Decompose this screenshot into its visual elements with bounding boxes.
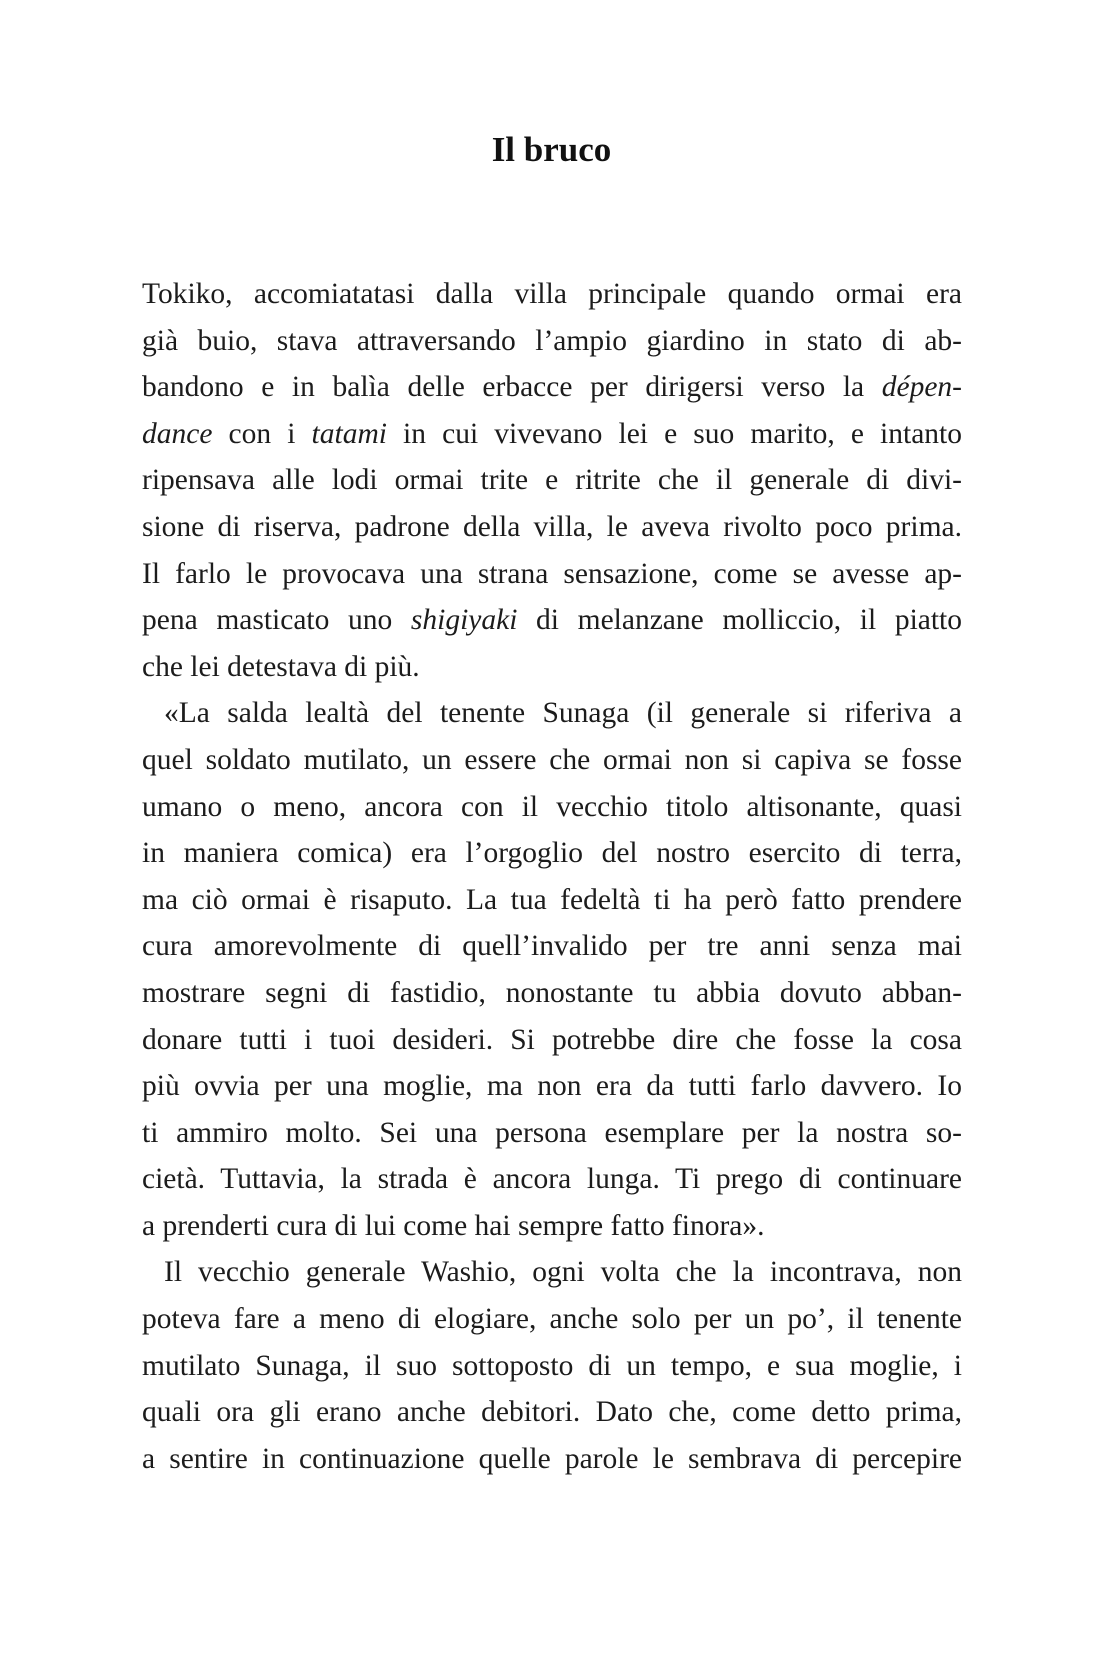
text-line: donare tutti i tuoi desideri. Si potrebbe dire che fosse la cosa (142, 1023, 962, 1056)
text-line: ma ciò ormai è risaputo. La tua fedeltà ti ha però fatto prendere (142, 883, 962, 916)
text-line: pena masticato uno shigiyaki di melanzane molliccio, il piatto (142, 604, 962, 637)
text-line: bandono e in balìa delle erbacce per dirigersi verso la dépen- (142, 371, 962, 404)
text-line: dance con i tatami in cui vivevano lei e suo marito, e intanto (142, 417, 962, 450)
text-line: Il vecchio generale Washio, ogni volta che la incontrava, non (164, 1256, 962, 1289)
text-line: Tokiko, accomiatatasi dalla villa principale quando ormai era (142, 278, 962, 310)
body-text (142, 271, 962, 1482)
text-line: quel soldato mutilato, un essere che ormai non si capiva se fosse (142, 743, 962, 776)
text-line: mutilato Sunaga, il suo sottoposto di un tempo, e sua moglie, i (142, 1349, 962, 1382)
text-line: sione di riserva, padrone della villa, le aveva rivolto poco prima. (142, 510, 962, 543)
text-line: mostrare segni di fastidio, nonostante tu abbia dovuto abban- (142, 976, 962, 1009)
text-line: ti ammiro molto. Sei una persona esemplare per la nostra so- (142, 1116, 962, 1149)
text-line: quali ora gli erano anche debitori. Dato che, come detto prima, (142, 1396, 962, 1429)
text-line: cietà. Tuttavia, la strada è ancora lunga. Ti prego di continuare (142, 1163, 962, 1196)
text-line: ripensava alle lodi ormai trite e ritrite che il generale di divi- (142, 464, 962, 497)
text-line: che lei detestava di più. (142, 650, 420, 683)
text-line: poteva fare a meno di elogiare, anche solo per un po’, il tenente (142, 1303, 962, 1336)
text-line: a prenderti cura di lui come hai sempre fatto finora». (142, 1209, 765, 1242)
text-line: umano o meno, ancora con il vecchio titolo altisonante, quasi (142, 790, 962, 823)
text-line: già buio, stava attraversando l’ampio giardino in stato di ab- (142, 324, 962, 357)
text-line: cura amorevolmente di quell’invalido per tre anni senza mai (142, 930, 962, 963)
text-line: più ovvia per una moglie, ma non era da tutti farlo davvero. Io (142, 1070, 962, 1103)
text-line: a sentire in continuazione quelle parole le sembrava di percepire (142, 1442, 962, 1475)
text-line: in maniera comica) era l’orgoglio del nostro esercito di terra, (142, 837, 962, 870)
text-line: Il farlo le provocava una strana sensazione, come se avesse ap- (142, 557, 962, 590)
text-line: «La salda lealtà del tenente Sunaga (il generale si riferiva a (164, 697, 962, 730)
chapter-title: Il bruco (491, 130, 612, 169)
